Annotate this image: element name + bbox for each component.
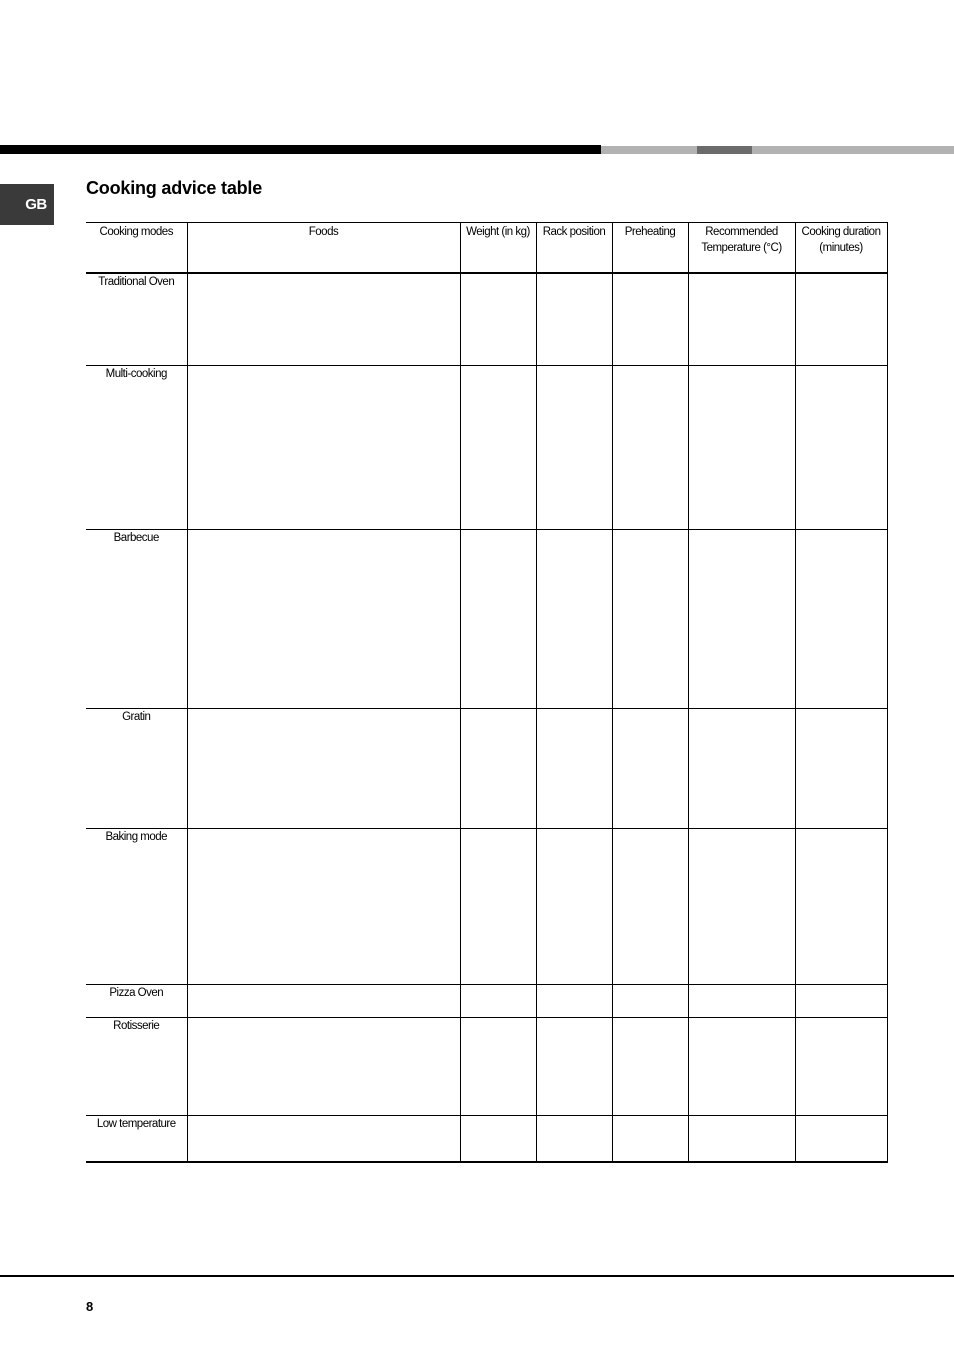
rack-cell — [536, 1115, 612, 1162]
weight-cell — [460, 708, 536, 828]
column-header-preheating: Preheating — [612, 223, 688, 274]
cooking-mode-label: Low temperature — [86, 1115, 187, 1162]
preheating-cell — [612, 708, 688, 828]
rack-cell — [536, 365, 612, 529]
rack-cell — [536, 984, 612, 1017]
header-bar-gray-segment — [601, 146, 697, 154]
duration-cell — [795, 708, 887, 828]
header-bar-dark-segment — [697, 146, 752, 154]
temperature-cell — [688, 529, 795, 708]
duration-cell — [795, 984, 887, 1017]
weight-cell — [460, 1115, 536, 1162]
temperature-cell — [688, 1115, 795, 1162]
duration-cell — [795, 828, 887, 984]
table-row — [86, 708, 887, 828]
column-header-weight: Weight (in kg) — [460, 223, 536, 274]
weight-cell — [460, 984, 536, 1017]
column-header-duration: Cooking duration (minutes) — [795, 223, 887, 274]
table-row — [86, 828, 887, 984]
duration-cell — [795, 1115, 887, 1162]
duration-cell — [795, 1017, 887, 1115]
preheating-cell — [612, 984, 688, 1017]
temperature-cell — [688, 365, 795, 529]
preheating-cell — [612, 529, 688, 708]
table-row — [86, 365, 887, 529]
table-row — [86, 273, 887, 365]
foods-cell — [187, 828, 460, 984]
rack-cell — [536, 273, 612, 365]
foods-cell — [187, 1017, 460, 1115]
table-header-row — [86, 223, 887, 274]
preheating-cell — [612, 1115, 688, 1162]
foods-cell — [187, 984, 460, 1017]
weight-cell — [460, 1017, 536, 1115]
language-tab: GB — [0, 184, 54, 225]
column-header-rack-position: Rack position — [536, 223, 612, 274]
column-header-temperature: Recommended Temperature (°C) — [688, 223, 795, 274]
foods-cell — [187, 708, 460, 828]
foods-cell — [187, 273, 460, 365]
temperature-cell — [688, 828, 795, 984]
weight-cell — [460, 365, 536, 529]
cooking-mode-label: Rotisserie — [86, 1017, 187, 1115]
foods-cell — [187, 529, 460, 708]
page-title: Cooking advice table — [86, 178, 263, 198]
cooking-mode-label: Barbecue — [86, 529, 187, 708]
temperature-cell — [688, 708, 795, 828]
duration-cell — [795, 529, 887, 708]
column-header-cooking-modes: Cooking modes — [86, 223, 187, 274]
cooking-mode-label: Gratin — [86, 708, 187, 828]
preheating-cell — [612, 1017, 688, 1115]
preheating-cell — [612, 365, 688, 529]
foods-cell — [187, 1115, 460, 1162]
cooking-mode-label: Multi-cooking — [86, 365, 187, 529]
table-row — [86, 529, 887, 708]
temperature-cell — [688, 1017, 795, 1115]
rack-cell — [536, 708, 612, 828]
column-header-foods: Foods — [187, 223, 460, 274]
header-bar-gray-segment-right — [752, 146, 954, 154]
preheating-cell — [612, 828, 688, 984]
cooking-advice-table — [86, 222, 888, 1163]
rack-cell — [536, 529, 612, 708]
temperature-cell — [688, 273, 795, 365]
foods-cell — [187, 365, 460, 529]
preheating-cell — [612, 273, 688, 365]
header-color-bar — [0, 145, 954, 154]
page-number: 8 — [86, 1299, 94, 1314]
table-row — [86, 1115, 887, 1162]
cooking-mode-label: Pizza Oven — [86, 984, 187, 1017]
temperature-cell — [688, 984, 795, 1017]
cooking-mode-label: Traditional Oven — [86, 273, 187, 365]
cooking-mode-label: Baking mode — [86, 828, 187, 984]
weight-cell — [460, 273, 536, 365]
rack-cell — [536, 828, 612, 984]
weight-cell — [460, 828, 536, 984]
rack-cell — [536, 1017, 612, 1115]
header-bar-black-segment — [0, 145, 601, 154]
footer-rule — [0, 1275, 954, 1277]
table-row — [86, 984, 887, 1017]
duration-cell — [795, 273, 887, 365]
duration-cell — [795, 365, 887, 529]
table-row — [86, 1017, 887, 1115]
weight-cell — [460, 529, 536, 708]
